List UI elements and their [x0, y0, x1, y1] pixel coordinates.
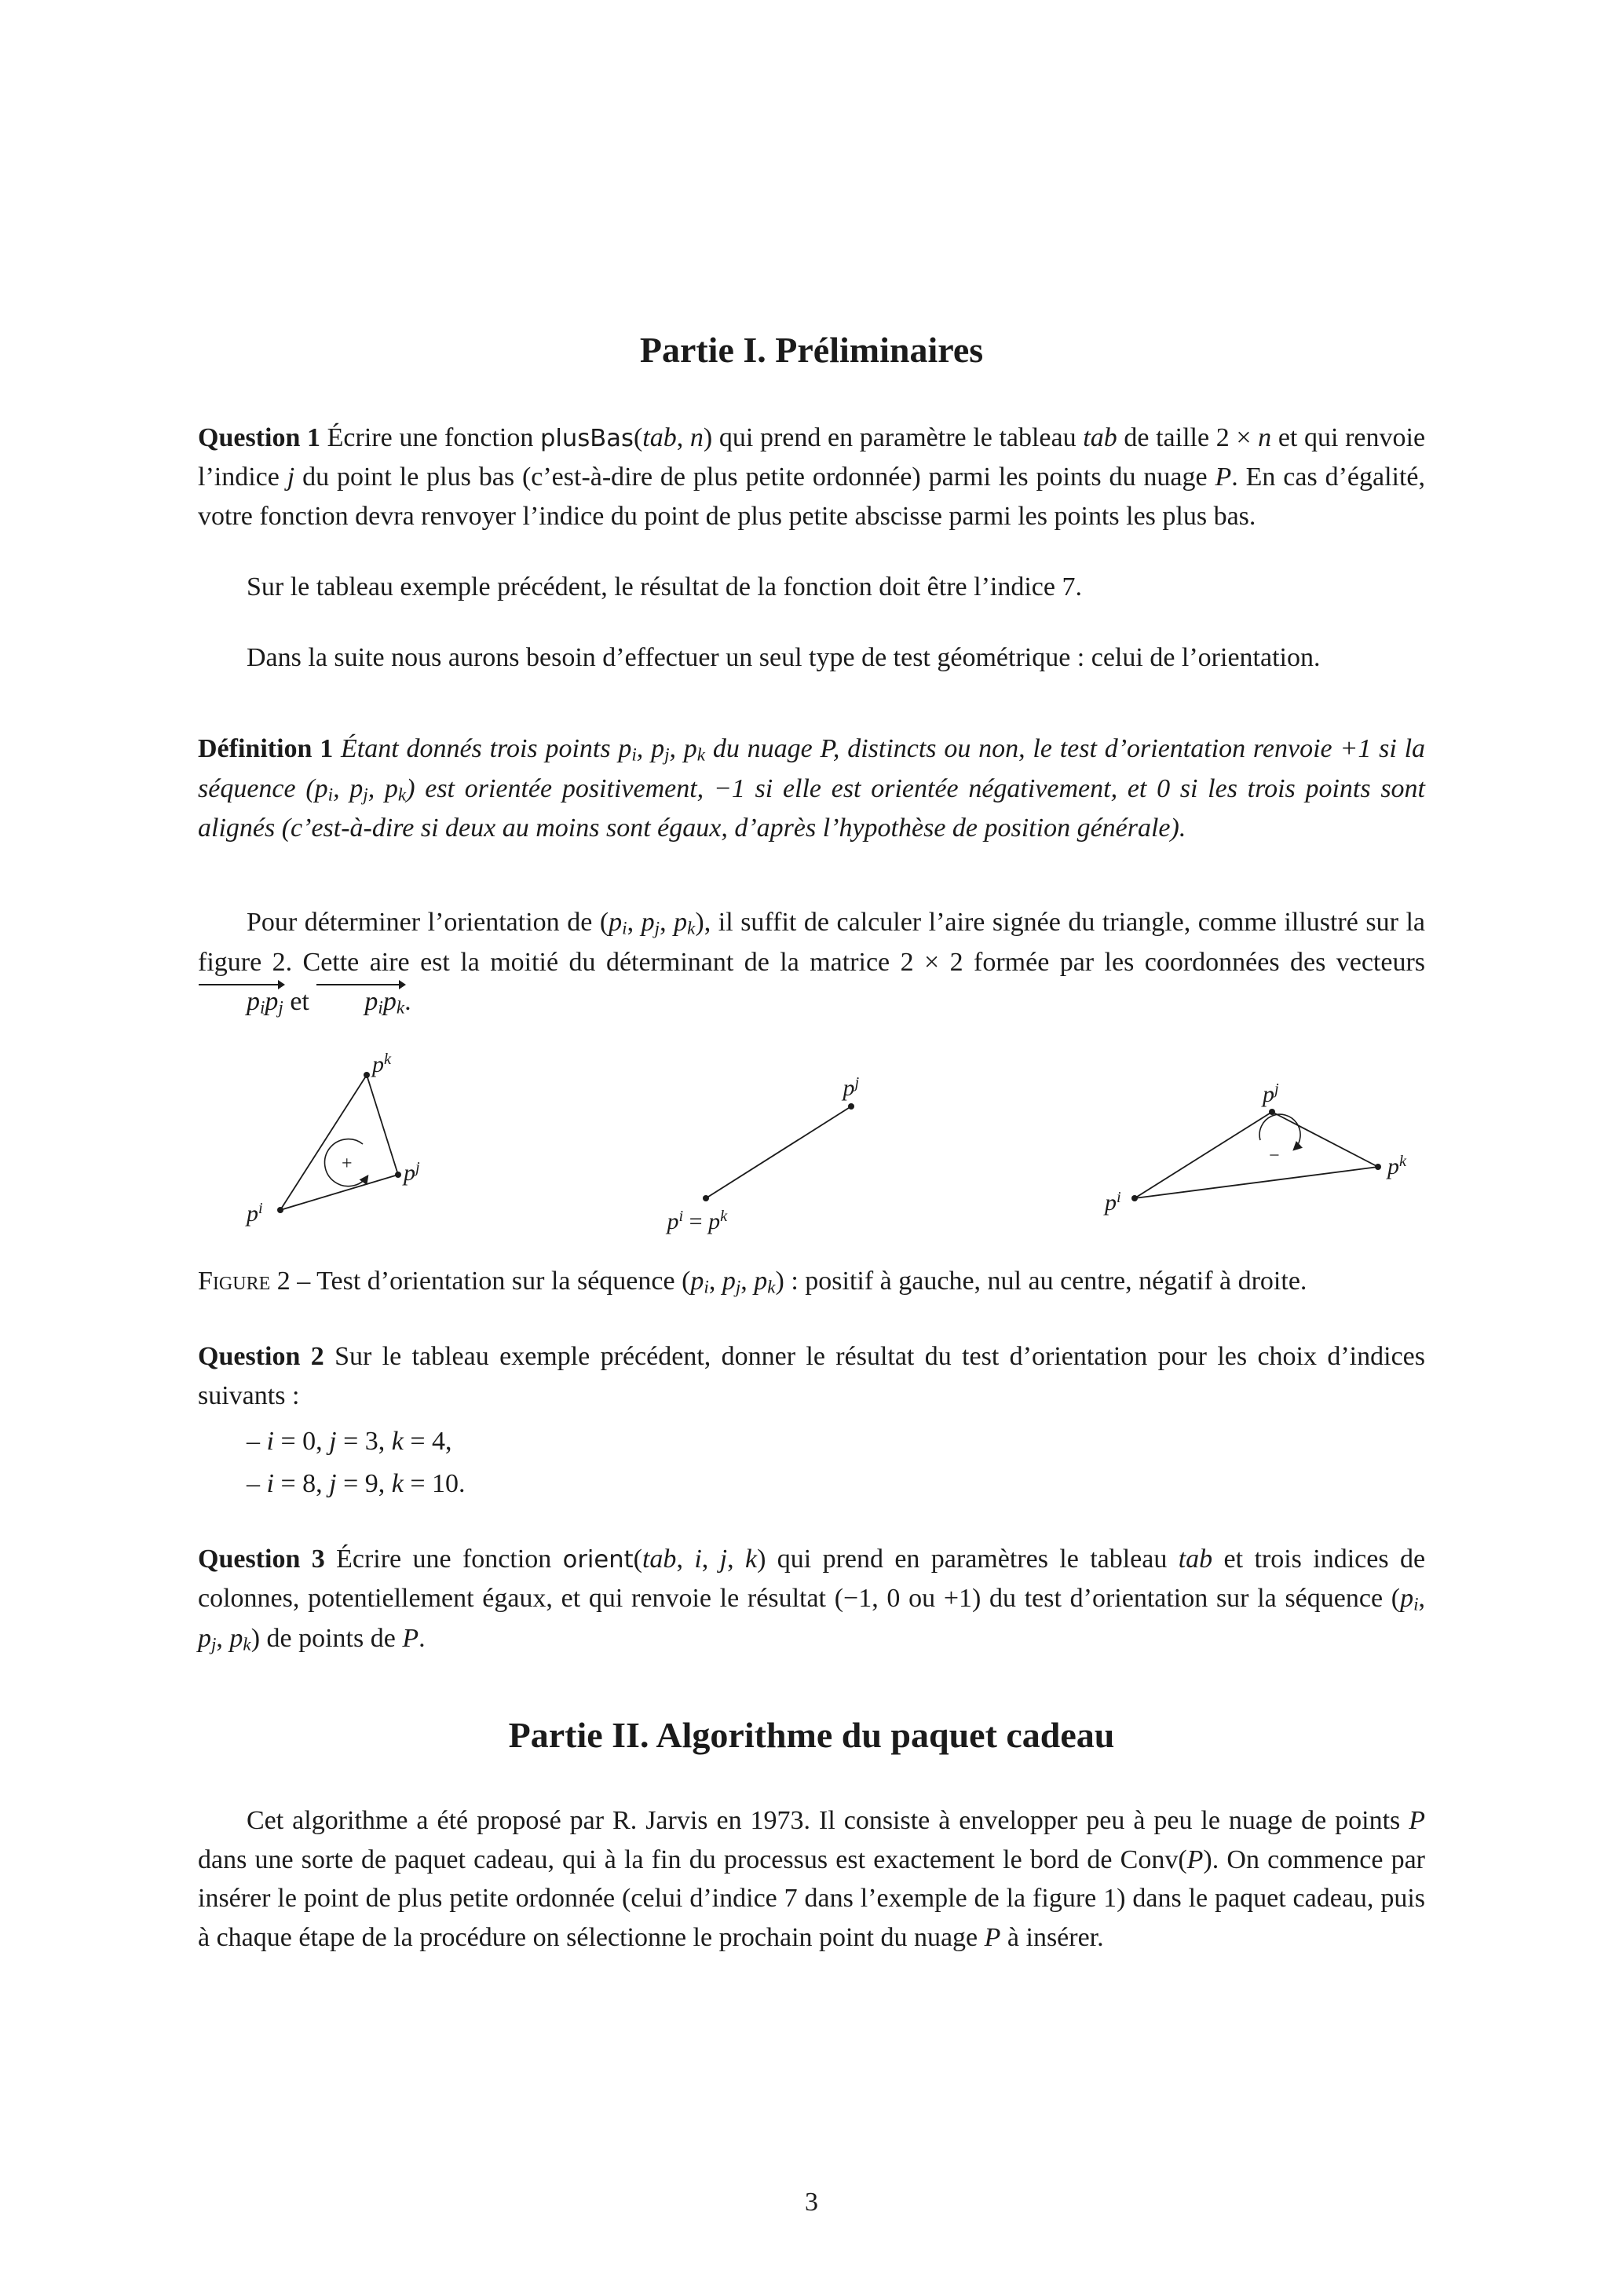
text-segment: ,	[636, 734, 652, 764]
point-dot-pk	[364, 1072, 370, 1078]
text-segment: p	[641, 908, 655, 938]
point-label-pk	[372, 1051, 391, 1077]
text-segment: i	[260, 997, 265, 1018]
text-segment: j	[664, 744, 670, 766]
text-segment: ). On commence par insérer le point de plus petite ordonnée (celui d’indice 7 dans l’exemple de la figure 1) dans le paquet cadeau, puis à chaque étape de la procédure on sélectionne le prochain point du nuage	[198, 1844, 1425, 1953]
text-segment: Écrire une fonction	[324, 1545, 563, 1574]
text-segment: Sur le tableau exemple précédent, le résultat de la fonction doit être l’indice 7.	[247, 572, 1082, 602]
text-segment: k	[391, 1469, 404, 1499]
text-segment: k	[397, 784, 407, 806]
text-segment: k	[767, 1277, 776, 1298]
text-segment: tab	[642, 1545, 677, 1574]
text-segment: tab	[1178, 1545, 1213, 1574]
text-segment: et qui renvoie l’indice	[198, 423, 1426, 492]
orientation-sign-plus: +	[342, 1153, 353, 1174]
text-segment: j	[363, 784, 368, 806]
diagram-positive-svg	[245, 1045, 457, 1241]
text-segment: Figure 2	[198, 1266, 291, 1296]
part1-heading: Partie I. Préliminaires	[639, 330, 984, 370]
triangle-edge	[1272, 1112, 1378, 1167]
point-dot-pj	[395, 1172, 401, 1178]
text-segment: p	[683, 734, 697, 764]
text-segment: et	[283, 986, 316, 1016]
text-segment: = 10.	[403, 1469, 466, 1499]
text-segment: p	[198, 1623, 211, 1653]
text-segment: ,	[676, 1545, 695, 1574]
text-segment: p	[382, 986, 397, 1016]
text-segment: k	[687, 918, 696, 939]
text-segment: p	[1400, 1584, 1414, 1614]
text-segment: P	[1409, 1805, 1425, 1835]
point-dot-pj	[848, 1103, 854, 1110]
text-segment: Pour déterminer l’orientation de (	[247, 908, 609, 938]
question2-text	[198, 1342, 1425, 1410]
orientation-arc-cw	[1259, 1114, 1300, 1150]
text-segment: du point le plus bas (c’est-à-dire de plus petite ordonnée) parmi les points du nuage	[294, 462, 1215, 492]
text-segment: j	[415, 1158, 420, 1176]
text-segment: p	[314, 773, 328, 803]
question2-label: Question 2	[198, 1342, 324, 1372]
text-segment: ,	[660, 908, 674, 938]
point-dot-pi	[277, 1207, 283, 1213]
text-segment: j	[329, 1427, 337, 1457]
text-segment: P	[820, 734, 833, 764]
text-segment: k	[243, 1634, 251, 1655]
text-segment: p	[384, 773, 398, 803]
text-segment: et trois indices de colonnes, potentiellement égaux, et qui renvoie le résultat (−1, 0 ou +1) du test d’orientation sur la séquence (	[198, 1545, 1426, 1614]
text-segment: i	[327, 784, 334, 806]
text-segment: ,	[669, 734, 684, 764]
text-segment: j	[719, 1545, 728, 1574]
point-dot-pk	[1375, 1164, 1381, 1170]
question3-text	[198, 1545, 1425, 1653]
definition1-label: Définition 1	[198, 734, 334, 764]
text-segment: j	[854, 1073, 860, 1091]
text-segment: j	[287, 462, 295, 492]
text-segment: p	[364, 986, 378, 1016]
text-segment: ,	[708, 1266, 722, 1296]
text-segment	[198, 984, 283, 1018]
point-label-pj	[843, 1075, 860, 1100]
text-segment: j	[278, 997, 283, 1018]
text-segment: Sur le tableau exemple précédent, donner le résultat du test d’orientation pour les choix d’indices suivants :	[198, 1342, 1425, 1411]
text-segment: p	[1387, 1153, 1399, 1179]
text-segment: j	[329, 1469, 337, 1499]
text-segment: k	[391, 1427, 404, 1457]
text-segment: p	[247, 1200, 258, 1227]
text-segment: ) qui prend en paramètre le tableau	[703, 423, 1084, 453]
text-segment: i	[266, 1469, 274, 1499]
point-label-pi-equals-pk	[667, 1208, 728, 1234]
definition1-text	[198, 734, 1425, 843]
text-segment: p	[372, 1051, 384, 1077]
text-segment: i	[1413, 1594, 1419, 1615]
text-segment: p	[667, 1208, 679, 1234]
question3-paragraph	[198, 1540, 1425, 1658]
text-segment: p	[843, 1074, 855, 1101]
text-segment: plusBas	[540, 425, 634, 453]
text-segment: . En cas d’égalité, votre fonction devra renvoyer l’indice du point de plus petite abscisse parmi les points les plus bas.	[198, 462, 1425, 532]
text-segment: P	[402, 1623, 419, 1653]
triangle-edge	[367, 1075, 398, 1175]
text-segment: ,	[367, 773, 385, 803]
text-segment: = 3,	[336, 1427, 392, 1457]
triangle-edge	[280, 1075, 367, 1210]
segment-edge	[706, 1106, 851, 1198]
text-segment: k	[396, 997, 405, 1018]
text-segment: = 0,	[273, 1427, 330, 1457]
text-segment: k	[720, 1207, 728, 1225]
text-segment: Écrire une fonction	[320, 423, 541, 453]
text-segment: j	[1274, 1080, 1279, 1098]
text-segment: tab	[1083, 423, 1117, 453]
text-segment: i	[704, 1277, 709, 1298]
text-segment: j	[211, 1634, 217, 1655]
question1-paragraph	[198, 419, 1425, 536]
text-segment: ,	[701, 1545, 720, 1574]
text-segment: p	[265, 986, 279, 1016]
figure2	[245, 1045, 1417, 1241]
text-segment: p	[349, 773, 364, 803]
point-dot-pipk	[703, 1195, 709, 1201]
text-segment: i	[631, 744, 637, 766]
text-segment: (	[633, 423, 643, 453]
text-segment: i	[258, 1199, 263, 1217]
question1-label: Question 1	[198, 423, 320, 453]
question2-item-1	[247, 1422, 1425, 1461]
text-segment: – Test d’orientation sur la séquence (	[290, 1266, 691, 1296]
point-label-pj	[1263, 1081, 1279, 1106]
text-segment: p	[247, 986, 260, 1016]
text-segment: i	[678, 1207, 684, 1225]
text-segment: ) de points de	[250, 1623, 403, 1653]
text-segment: ,	[216, 1623, 230, 1653]
paragraph-dans-la-suite	[198, 638, 1425, 678]
text-segment: n	[1258, 423, 1272, 453]
text-segment: (	[633, 1545, 642, 1574]
text-segment: ) qui prend en paramètres le tableau	[757, 1545, 1179, 1574]
text-segment: ,	[1418, 1584, 1425, 1614]
text-segment: ,	[333, 773, 350, 803]
text-segment: p	[1263, 1080, 1274, 1107]
text-segment: de taille 2 ×	[1117, 423, 1259, 453]
text-segment: p	[651, 734, 665, 764]
page-number: 3	[805, 2188, 818, 2217]
text-segment: p	[674, 908, 688, 938]
text-segment: p	[722, 1266, 736, 1296]
text-segment: p	[690, 1266, 704, 1296]
text-segment: = 8,	[273, 1469, 330, 1499]
text-segment: ) : positif à gauche, nul au centre, négatif à droite.	[775, 1266, 1307, 1296]
diagram-negative	[1103, 1045, 1417, 1241]
paragraph-pour-determiner	[198, 903, 1425, 1022]
text-segment: k	[696, 744, 706, 766]
part2-heading: Partie II. Algorithme du paquet cadeau	[508, 1715, 1115, 1756]
question3-label: Question 3	[198, 1545, 325, 1574]
text-segment: p	[708, 1208, 721, 1234]
text-segment: .	[419, 1623, 426, 1653]
text-segment: Étant donnés trois points	[333, 734, 619, 764]
text-segment: i	[622, 918, 627, 939]
text-segment: i	[378, 997, 383, 1018]
text-segment: .	[404, 986, 411, 1016]
text-segment: –	[247, 1469, 267, 1499]
point-label-pi	[1105, 1190, 1121, 1215]
text-segment: ), il suffit de calculer l’aire signée du triangle, comme illustré sur la figure 2. Cette aire est la moitié du déterminant de la matrice 2 × 2 formée par les coordonnées des vecteurs	[198, 908, 1426, 977]
text-segment: P	[1186, 1844, 1204, 1874]
question2-paragraph	[198, 1337, 1425, 1416]
text-segment: i	[694, 1545, 702, 1574]
text-segment: P	[1215, 462, 1232, 492]
diagram-positive	[245, 1045, 457, 1241]
text-segment: dans une sorte de paquet cadeau, qui à la fin du processus est exactement le bord de Conv(	[198, 1844, 1187, 1874]
triangle-edge	[1135, 1167, 1378, 1198]
text-segment: = 9,	[336, 1469, 392, 1499]
question1-text	[198, 423, 1425, 531]
text-segment: –	[247, 1427, 267, 1457]
text-segment: à insérer.	[1000, 1923, 1104, 1953]
text-segment: p	[229, 1623, 243, 1653]
point-dot-pj	[1269, 1109, 1275, 1115]
diagram-null	[655, 1045, 906, 1241]
text-segment: =	[683, 1208, 709, 1234]
text-segment: ,	[627, 908, 642, 938]
question2-item-2	[247, 1464, 1425, 1504]
text-segment: j	[735, 1277, 741, 1298]
text-segment: du nuage	[705, 734, 821, 764]
point-label-pi	[247, 1201, 263, 1226]
text-segment: = 4,	[403, 1427, 452, 1457]
text-segment: ,	[727, 1545, 745, 1574]
paragraph-sur-le-tableau	[198, 568, 1425, 607]
text-segment: p	[404, 1159, 415, 1186]
text-segment: Dans la suite nous aurons besoin d’effectuer un seul type de test géométrique : celui de l’orientation.	[247, 643, 1321, 673]
text-segment: p	[1105, 1189, 1117, 1216]
text-segment: tab	[642, 423, 677, 453]
text-segment	[316, 984, 404, 1018]
definition1-paragraph	[198, 729, 1425, 848]
text-segment: Cet algorithme a été proposé par R. Jarvis en 1973. Il consiste à envelopper peu à peu le nuage de points	[247, 1805, 1409, 1835]
diagram-negative-svg	[1103, 1045, 1417, 1241]
figure2-caption	[198, 1262, 1425, 1302]
orientation-sign-minus: −	[1269, 1145, 1280, 1166]
text-segment: n	[689, 423, 704, 453]
point-label-pk	[1387, 1153, 1406, 1179]
triangle-edge	[1135, 1112, 1272, 1198]
text-segment: p	[609, 908, 623, 938]
text-segment: ,	[740, 1266, 755, 1296]
text-segment: i	[266, 1427, 274, 1457]
text-segment: P	[984, 1923, 1001, 1953]
text-segment: orient	[562, 1546, 634, 1574]
text-segment: k	[384, 1050, 392, 1068]
point-dot-pi	[1131, 1195, 1138, 1201]
text-segment: ) est orientée positivement, −1 si elle est orientée négativement, et 0 si les trois points sont alignés (c’est-à-dire si deux au moins sont égaux, d’après l’hypothèse de position générale).	[198, 773, 1425, 843]
text-segment: p	[754, 1266, 768, 1296]
question2-list	[198, 1422, 1425, 1504]
point-label-pj	[404, 1160, 420, 1185]
text-segment: i	[1117, 1188, 1121, 1206]
text-segment: j	[654, 918, 660, 939]
text-segment: k	[744, 1545, 758, 1574]
text-segment: , distincts ou non, le test d’orientation renvoie +1 si la séquence (	[198, 734, 1426, 803]
triangle-edge	[280, 1175, 398, 1210]
text-segment: p	[618, 734, 632, 764]
text-segment: k	[1399, 1152, 1407, 1170]
text-segment: ,	[676, 423, 690, 453]
part2-paragraph	[198, 1801, 1425, 1958]
